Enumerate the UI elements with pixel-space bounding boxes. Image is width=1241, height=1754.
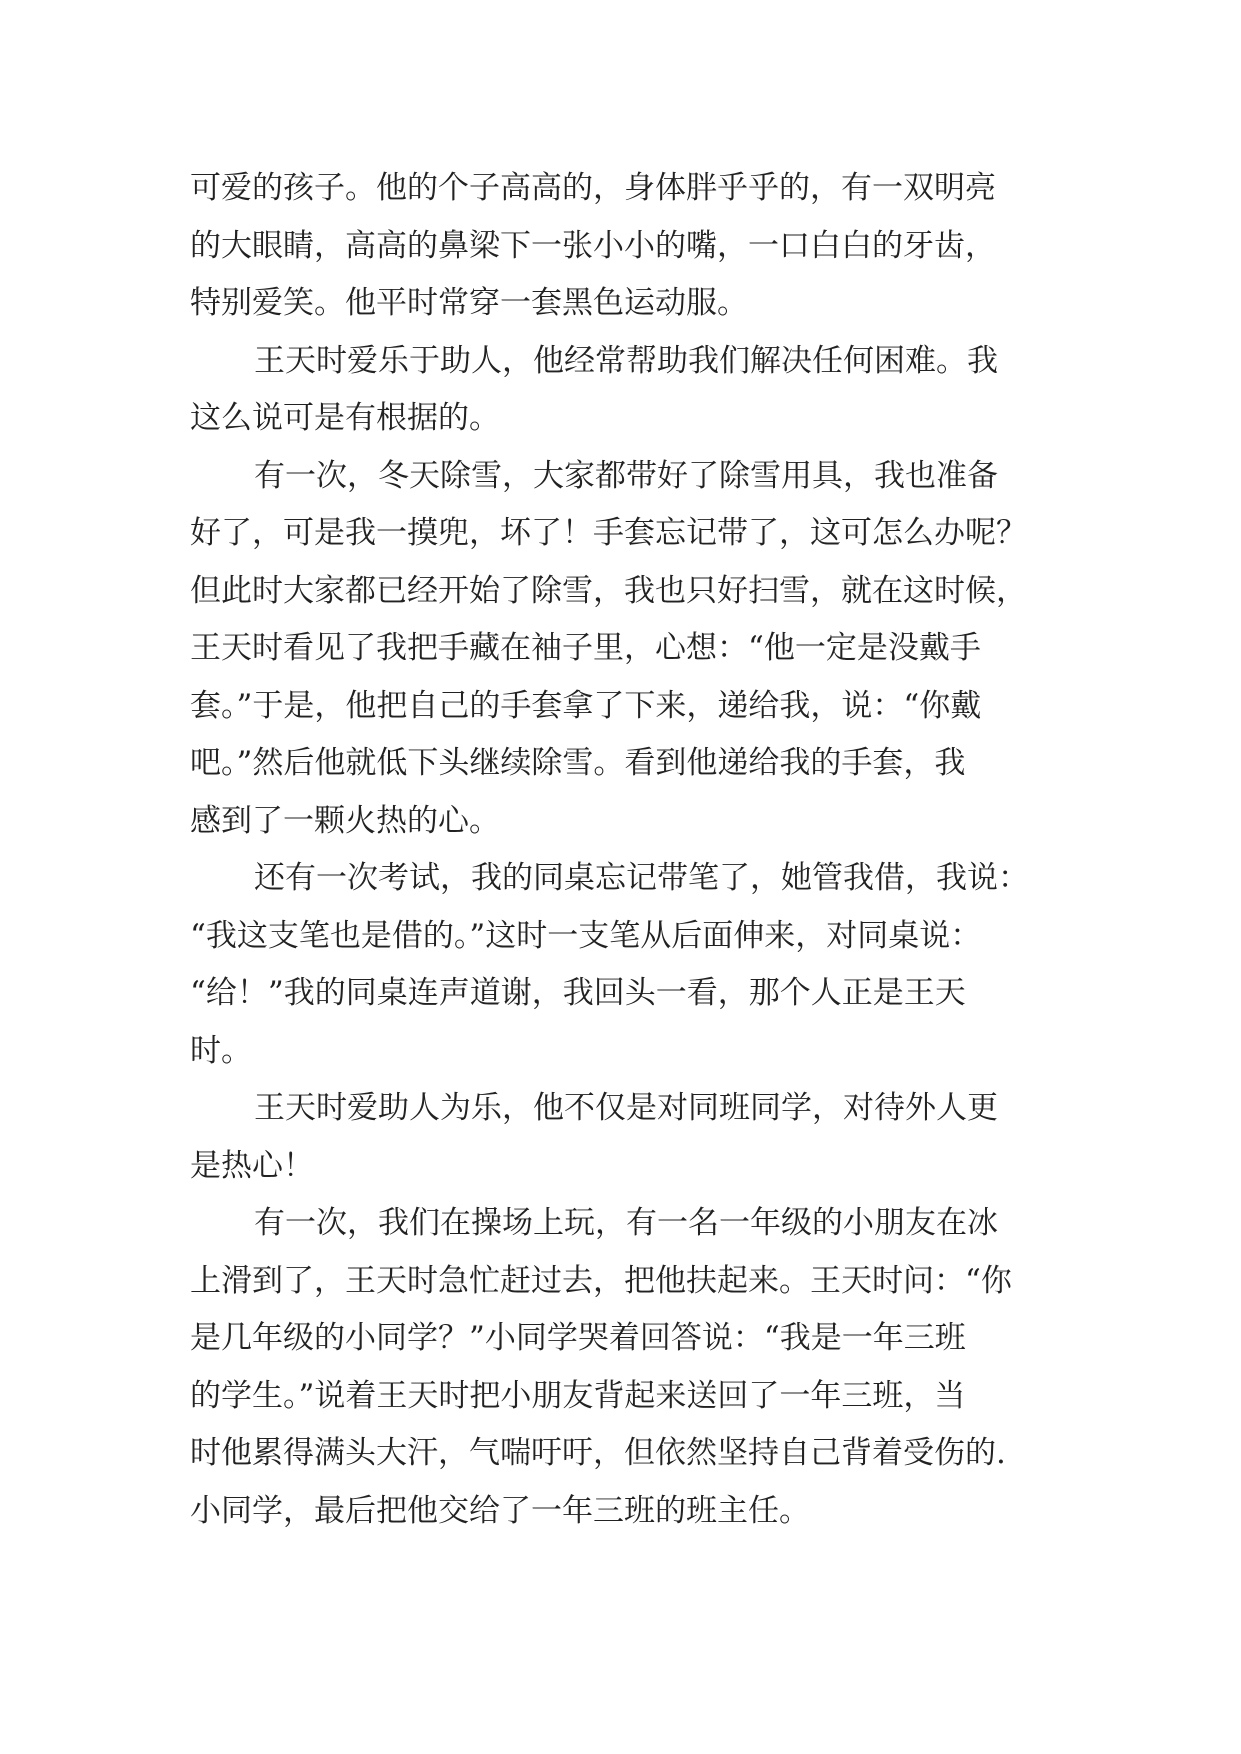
text-line: 的学生。”说着王天时把小朋友背起来送回了一年三班，当: [190, 1377, 966, 1414]
text-line: 是几年级的小同学？”小同学哭着回答说：“我是一年三班: [190, 1320, 966, 1356]
text-line: 时。: [190, 1032, 252, 1069]
text-line: 有一次，我们在操场上玩，有一名一年级的小朋友在冰: [254, 1205, 998, 1241]
paragraph-2: [190, 333, 1080, 448]
text-line: 时他累得满头大汗，气喘吁吁，但依然坚持自己背着受伤的.: [190, 1435, 1006, 1471]
text-line: 小同学，最后把他交给了一年三班的班主任。: [190, 1492, 810, 1529]
text-line: 的大眼睛，高高的鼻梁下一张小小的嘴，一口白白的牙齿，: [190, 227, 996, 264]
text-line: 特别爱笑。他平时常穿一套黑色运动服。: [190, 285, 748, 321]
text-line: 王天时看见了我把手藏在袖子里，心想：“他一定是没戴手: [190, 630, 981, 666]
text-line: 好了，可是我一摸兜，坏了！手套忘记带了，这可怎么办呢？: [190, 515, 1027, 551]
text-line: 王天时爱乐于助人，他经常帮助我们解决任何困难。我: [254, 342, 998, 379]
text-line: 可爱的孩子。他的个子高高的，身体胖乎乎的，有一双明亮: [190, 170, 996, 206]
paragraph-3: [190, 448, 1080, 851]
paragraph-5: [190, 1080, 1080, 1195]
text-line: 是热心！: [190, 1147, 314, 1184]
text-line: 感到了一颗火热的心。: [190, 802, 500, 839]
paragraph-4: [190, 850, 1080, 1080]
paragraph-6: [190, 1195, 1080, 1540]
text-line: 吧。”然后他就低下头继续除雪。看到他递给我的手套，我: [190, 745, 966, 781]
text-line: 有一次，冬天除雪，大家都带好了除雪用具，我也准备: [254, 457, 998, 494]
text-line: “给！”我的同桌连声道谢，我回头一看，那个人正是王天: [190, 975, 966, 1011]
document-body: [190, 160, 1080, 1540]
text-line: 上滑到了，王天时急忙赶过去，把他扶起来。王天时问：“你: [190, 1262, 1012, 1299]
text-line: 王天时爱助人为乐，他不仅是对同班同学，对待外人更: [254, 1090, 998, 1126]
paragraph-1: [190, 160, 1080, 333]
text-line: 还有一次考试，我的同桌忘记带笔了，她管我借，我说：: [254, 860, 1029, 896]
text-line: 但此时大家都已经开始了除雪，我也只好扫雪，就在这时候，: [190, 572, 1027, 609]
text-line: 这么说可是有根据的。: [190, 400, 500, 436]
text-line: 套。”于是，他把自己的手套拿了下来，递给我，说：“你戴: [190, 687, 982, 724]
text-line: “我这支笔也是借的。”这时一支笔从后面伸来，对同桌说：: [190, 917, 982, 954]
